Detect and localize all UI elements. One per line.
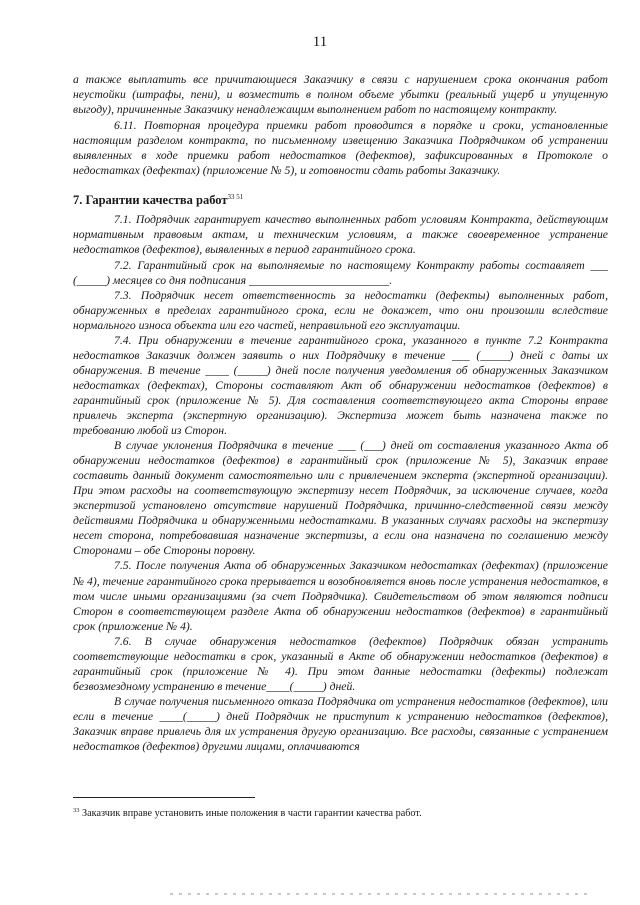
paragraph-7-3: 7.3. Подрядчик несет ответственность за недостатки (дефекты) выполненных работ, обнаруженных в пределах гарантийного срока, если не докажет, что они произошли вследствие нормального износа объекта или его частей, неправильной его эксплуатации. — [73, 288, 608, 332]
footnote-text: Заказчик вправе установить иные положения в части гарантии качества работ. — [79, 808, 422, 819]
paragraph-7-4-evasion: В случае уклонения Подрядчика в течение ___ (___) дней от составления указанного Акта об обнаружении недостатков (дефектов) в гарантийный срок (приложение № 5), Заказчик вправе составить данный документ самостоятельно или с привлечением эксперта (экспертной организации). При этом расходы на соответствующую экспертизу несет Подрядчик, за исключение случаев, когда экспертизой установлено отсутствие нарушений Подрядчика, причинно-следственной связи между действиями Подрядчика и обнаруженными недостатками. В указанных случаях расходы на экспертизу несет сторона, потребовавшая назначение экспертизы, а если она назначена по соглашению между Сторонами – обе Стороны поровну. — [73, 439, 608, 558]
footnote — [73, 804, 608, 820]
footnote-ref: 33 — [73, 807, 80, 814]
paragraph-7-2: 7.2. Гарантийный срок на выполняемые по настоящему Контракту работы составляет ___ (_____) месяцев со дня подписания ________________________. — [73, 258, 608, 287]
section-heading-text: 7. Гарантии качества работ — [73, 193, 228, 208]
section-heading — [73, 190, 608, 208]
heading-footnote-refs: 33 51 — [227, 193, 244, 202]
paragraph-continuation: а также выплатить все причитающиеся Заказчику в связи с нарушением срока окончания работ неустойки (штрафы, пени), и возместить в полном объеме убытки (реальный ущерб и упущенную выгоду), причиненные Заказчику ненадлежащим выполнением работ по настоящему контракту. — [73, 73, 608, 117]
paragraph-7-6: 7.6. В случае обнаружения недостатков (дефектов) Подрядчик обязан устранить соответствующие недостатки в срок, указанный в Акте об обнаружении недостатков (дефектов) в гарантийный срок (приложение № 4). При этом данные недостатки (дефекты) подлежат безвозмездному устранению в течение____(_____) дней. — [73, 634, 608, 693]
footnote-separator — [73, 797, 255, 798]
document-body — [73, 72, 608, 754]
paragraph-7-1: 7.1. Подрядчик гарантирует качество выполненных работ условиям Контракта, действующим нормативным правовым актам, и техническим условиям, а также своевременное устранение недостатков (дефектов), выявленных в период гарантийного срока. — [73, 213, 608, 257]
paragraph-7-6-refusal: В случае получения письменного отказа Подрядчика от устранения недостатков (дефектов), или если в течение ____(_____) дней Подрядчик не приступит к устранению недостатков (дефектов), Заказчик вправе привлечь для их устранения другую организацию. Все расходы, связанные с устранением недостатков (дефектов) другими лицами, оплачиваются — [73, 694, 608, 754]
page-number: 11 — [312, 34, 328, 50]
paragraph-7-5: 7.5. После получения Акта об обнаруженных Заказчиком недостатках (дефектах) (приложение № 4), течение гарантийного срока прерывается и возобновляется вновь после устранения недостатков, в том числе иными организациями (за счет Подрядчика). Свидетельством об этом являются подписи Сторон в соответствующем разделе Акта об обнаружении недостатков (дефектов) в гарантийный срок (приложение № 4). — [73, 559, 608, 633]
scan-artifact — [170, 893, 590, 895]
paragraph-6-11: 6.11. Повторная процедура приемки работ проводится в порядке и сроки, установленные настоящим разделом контракта, по письменному извещению Заказчика Подрядчиком об устранении выявленных в ходе приемки работ недостатков (дефектов), зафиксированных в Протоколе о недостатках (дефектах) (приложение № 5), и готовности сдать работы Заказчику. — [73, 119, 608, 178]
paragraph-7-4: 7.4. При обнаружении в течение гарантийного срока, указанного в пункте 7.2 Контракта недостатков Заказчик должен заявить о них Подрядчику в течение ___ (_____) дней с даты их обнаружения. В течение ____ (_____) дней после получения уведомления об обнаруженных Заказчиком недостатках (дефектах), Стороны составляют Акт об обнаружении недостатков (дефектов) в гарантийный срок (приложение № 5). Для составления соответствующего акта Стороны вправе привлечь эксперта (экспертную организацию). Экспертиза может быть назначена также по требованию любой из Сторон. — [73, 333, 608, 438]
